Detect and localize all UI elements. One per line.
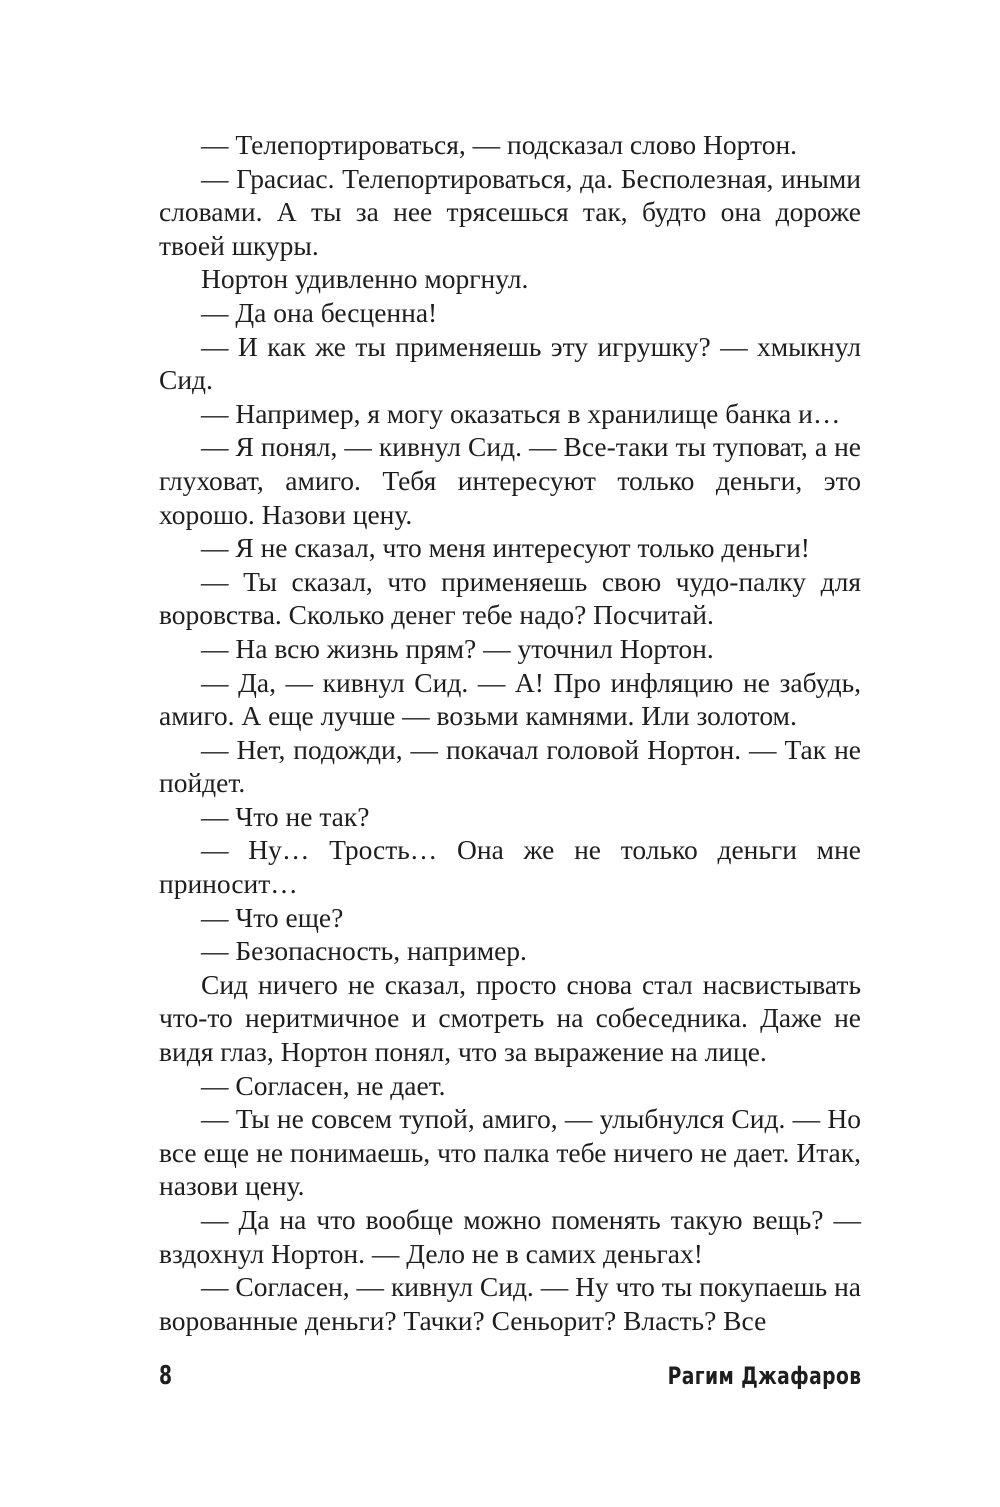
paragraph: — Я не сказал, что меня интересуют только деньги! bbox=[201, 532, 810, 564]
paragraph: — Да она бесценна! bbox=[201, 296, 438, 328]
paragraph: — Что еще? bbox=[201, 901, 344, 933]
body-text bbox=[159, 128, 861, 1337]
paragraph: — Грасиас. Телепортироваться, да. Бесполезная, иными словами. А ты за нее трясешься так, будто она дороже твоей шкуры. bbox=[159, 162, 861, 261]
page-footer bbox=[159, 1359, 861, 1393]
paragraph: — Согласен, — кивнул Сид. — Ну что ты покупаешь на ворованные деньги? Тачки? Сеньорит? Власть? Все bbox=[159, 1271, 861, 1336]
paragraph: — Телепортироваться, — подсказал слово Нортон. bbox=[201, 129, 798, 160]
paragraph: — Согласен, не дает. bbox=[201, 1069, 446, 1101]
paragraph: — Например, я могу оказаться в хранилище банка и… bbox=[201, 397, 841, 429]
paragraph: — Ну… Трость… Она же не только деньги мне приносит… bbox=[159, 834, 861, 900]
paragraph: — Ты сказал, что применяешь свою чудо-палку для воровства. Сколько денег тебе надо? Посчитай. bbox=[159, 565, 861, 631]
paragraph: — Да на что вообще можно поменять такую вещь? — вздохнул Нортон. — Дело не в самих деньгах! bbox=[159, 1204, 861, 1269]
paragraph: — Да, — кивнул Сид. — А! Про инфляцию не забудь, амиго. А еще лучше — возьми камнями. Или золотом. bbox=[159, 666, 861, 732]
paragraph: — Ты не совсем тупой, амиго, — улыбнулся Сид. — Но все еще не понимаешь, что палка тебе ничего не дает. Итак, назови цену. bbox=[159, 1103, 861, 1202]
paragraph: — Безопасность, например. bbox=[201, 935, 527, 967]
paragraph: — Что не так? bbox=[201, 800, 370, 832]
paragraph: — И как же ты применяешь эту игрушку? — хмыкнул Сид. bbox=[159, 330, 861, 396]
paragraph: — Нет, подожди, — покачал головой Нортон. — Так не пойдет. bbox=[159, 733, 861, 799]
paragraph: Нортон удивленно моргнул. bbox=[201, 263, 529, 295]
author-name: Рагим Джафаров bbox=[667, 1362, 861, 1390]
paragraph: — Я понял, — кивнул Сид. — Все-таки ты туповат, а не глуховат, амиго. Тебя интересуют только деньги, это хорошо. Назови цену. bbox=[159, 431, 861, 530]
page-number: 8 bbox=[159, 1361, 173, 1391]
paragraph: Сид ничего не сказал, просто снова стал насвистывать что-то неритмичное и смотреть на собеседника. Даже не видя глаз, Нортон понял, что за выражение на лице. bbox=[159, 968, 861, 1068]
paragraph: — На всю жизнь прям? — уточнил Нортон. bbox=[201, 632, 714, 664]
